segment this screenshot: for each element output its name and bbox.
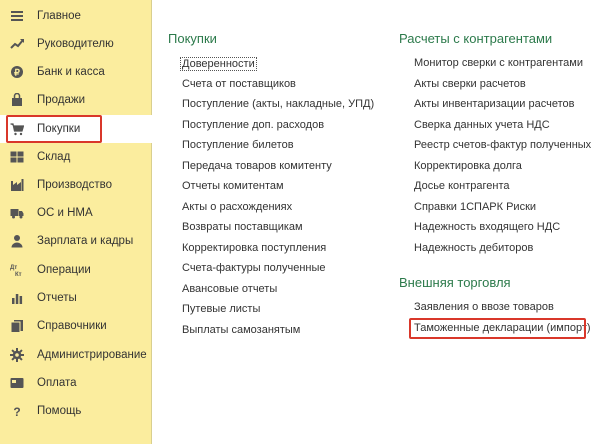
link-invoice-register[interactable]: Реестр счетов-фактур полученных [414, 139, 592, 151]
sidebar-item-label: Главное [37, 10, 81, 22]
sidebar [0, 0, 152, 444]
link-counterparty-dossier[interactable]: Досье контрагента [414, 180, 510, 192]
sidebar-item-label: Склад [37, 151, 71, 163]
sidebar-item-operations[interactable] [0, 256, 152, 284]
link-discrepancy-acts[interactable]: Акты о расхождениях [182, 201, 293, 213]
card-icon [10, 376, 24, 390]
bar-chart-icon [10, 291, 24, 305]
sidebar-item-label: ОС и НМА [37, 207, 93, 219]
link-waybills[interactable]: Путевые листы [182, 303, 261, 315]
book-icon [10, 319, 24, 333]
link-reconciliation-acts[interactable]: Акты сверки расчетов [414, 78, 526, 90]
sidebar-item-label: Помощь [37, 405, 82, 417]
link-supplier-invoices[interactable]: Счета от поставщиков [182, 78, 296, 90]
menu-icon [10, 9, 24, 23]
link-debtor-reliability[interactable]: Надежность дебиторов [414, 242, 534, 254]
link-spark-risks[interactable]: Справки 1СПАРК Риски [414, 201, 537, 213]
link-inventory-acts[interactable]: Акты инвентаризации расчетов [414, 98, 575, 110]
link-incoming-vat-reliability[interactable]: Надежность входящего НДС [414, 221, 561, 233]
link-self-employed-payments[interactable]: Выплаты самозанятым [182, 324, 301, 336]
link-consignor-reports[interactable]: Отчеты комитентам [182, 180, 284, 192]
sidebar-item-salary[interactable] [0, 227, 152, 255]
sidebar-item-fixed-assets[interactable] [0, 199, 152, 227]
sidebar-item-manager[interactable] [0, 30, 152, 58]
link-invoices-received[interactable]: Счета-фактуры полученные [182, 262, 326, 274]
section-title-foreign-trade: Внешняя торговля [399, 275, 511, 290]
sidebar-item-administration[interactable] [0, 341, 152, 369]
link-receipt-tickets[interactable]: Поступление билетов [182, 139, 294, 151]
sidebar-item-bank[interactable] [0, 58, 152, 86]
sidebar-item-payment[interactable] [0, 369, 152, 397]
sidebar-item-label: Отчеты [37, 292, 77, 304]
link-supplier-returns[interactable]: Возвраты поставщикам [182, 221, 303, 233]
sidebar-item-label: Зарплата и кадры [37, 235, 134, 247]
purchases-highlight-frame [6, 115, 102, 143]
sidebar-item-production[interactable] [0, 171, 152, 199]
link-customs-declarations-import[interactable]: Таможенные декларации (импорт) [414, 322, 591, 334]
trend-icon [10, 37, 24, 51]
warehouse-icon [10, 150, 24, 164]
sidebar-item-main[interactable] [0, 2, 152, 30]
customs-declarations-highlight-frame [409, 318, 586, 339]
link-receipt-adjustment[interactable]: Корректировка поступления [182, 242, 327, 254]
sidebar-item-label: Производство [37, 179, 112, 191]
link-transfer-to-consignor[interactable]: Передача товаров комитенту [182, 160, 332, 172]
sidebar-item-label: Покупки [37, 123, 81, 135]
gear-icon [10, 348, 24, 362]
sidebar-item-help[interactable] [0, 397, 152, 425]
sidebar-item-label: Банк и касса [37, 66, 105, 78]
link-advance-reports[interactable]: Авансовые отчеты [182, 283, 278, 295]
person-icon [10, 234, 24, 248]
link-import-applications[interactable]: Заявления о ввозе товаров [414, 301, 554, 313]
sidebar-item-reports[interactable] [0, 284, 152, 312]
dt-kt-icon [10, 263, 24, 277]
truck-icon [10, 206, 24, 220]
sidebar-item-warehouse[interactable] [0, 143, 152, 171]
bag-icon [10, 93, 24, 107]
sidebar-item-label: Руководителю [37, 38, 114, 50]
help-icon [10, 404, 24, 418]
section-title-settlements: Расчеты с контрагентами [399, 31, 553, 46]
svg-text:?: ? [13, 405, 21, 418]
sidebar-item-sales[interactable] [0, 86, 152, 114]
sidebar-item-label: Продажи [37, 94, 86, 106]
coin-icon [10, 65, 24, 79]
link-power-of-attorney[interactable]: Доверенности [182, 58, 255, 70]
link-receipt-extra-costs[interactable]: Поступление доп. расходов [182, 119, 325, 131]
link-debt-adjustment[interactable]: Корректировка долга [414, 160, 522, 172]
sidebar-item-references[interactable] [0, 312, 152, 340]
svg-text:Дт: Дт [10, 265, 18, 271]
sidebar-item-label: Операции [37, 264, 91, 276]
sidebar-item-label: Администрирование [37, 349, 147, 361]
svg-text:₽: ₽ [14, 67, 20, 78]
section-title-purchases: Покупки [168, 31, 217, 46]
link-reconciliation-monitor[interactable]: Монитор сверки с контрагентами [414, 57, 583, 69]
sidebar-item-label: Оплата [37, 377, 77, 389]
sidebar-item-label: Справочники [37, 320, 107, 332]
svg-text:Кт: Кт [15, 272, 22, 277]
factory-icon [10, 178, 24, 192]
link-vat-reconciliation[interactable]: Сверка данных учета НДС [414, 119, 550, 131]
link-receipt-acts[interactable]: Поступление (акты, накладные, УПД) [182, 98, 375, 110]
